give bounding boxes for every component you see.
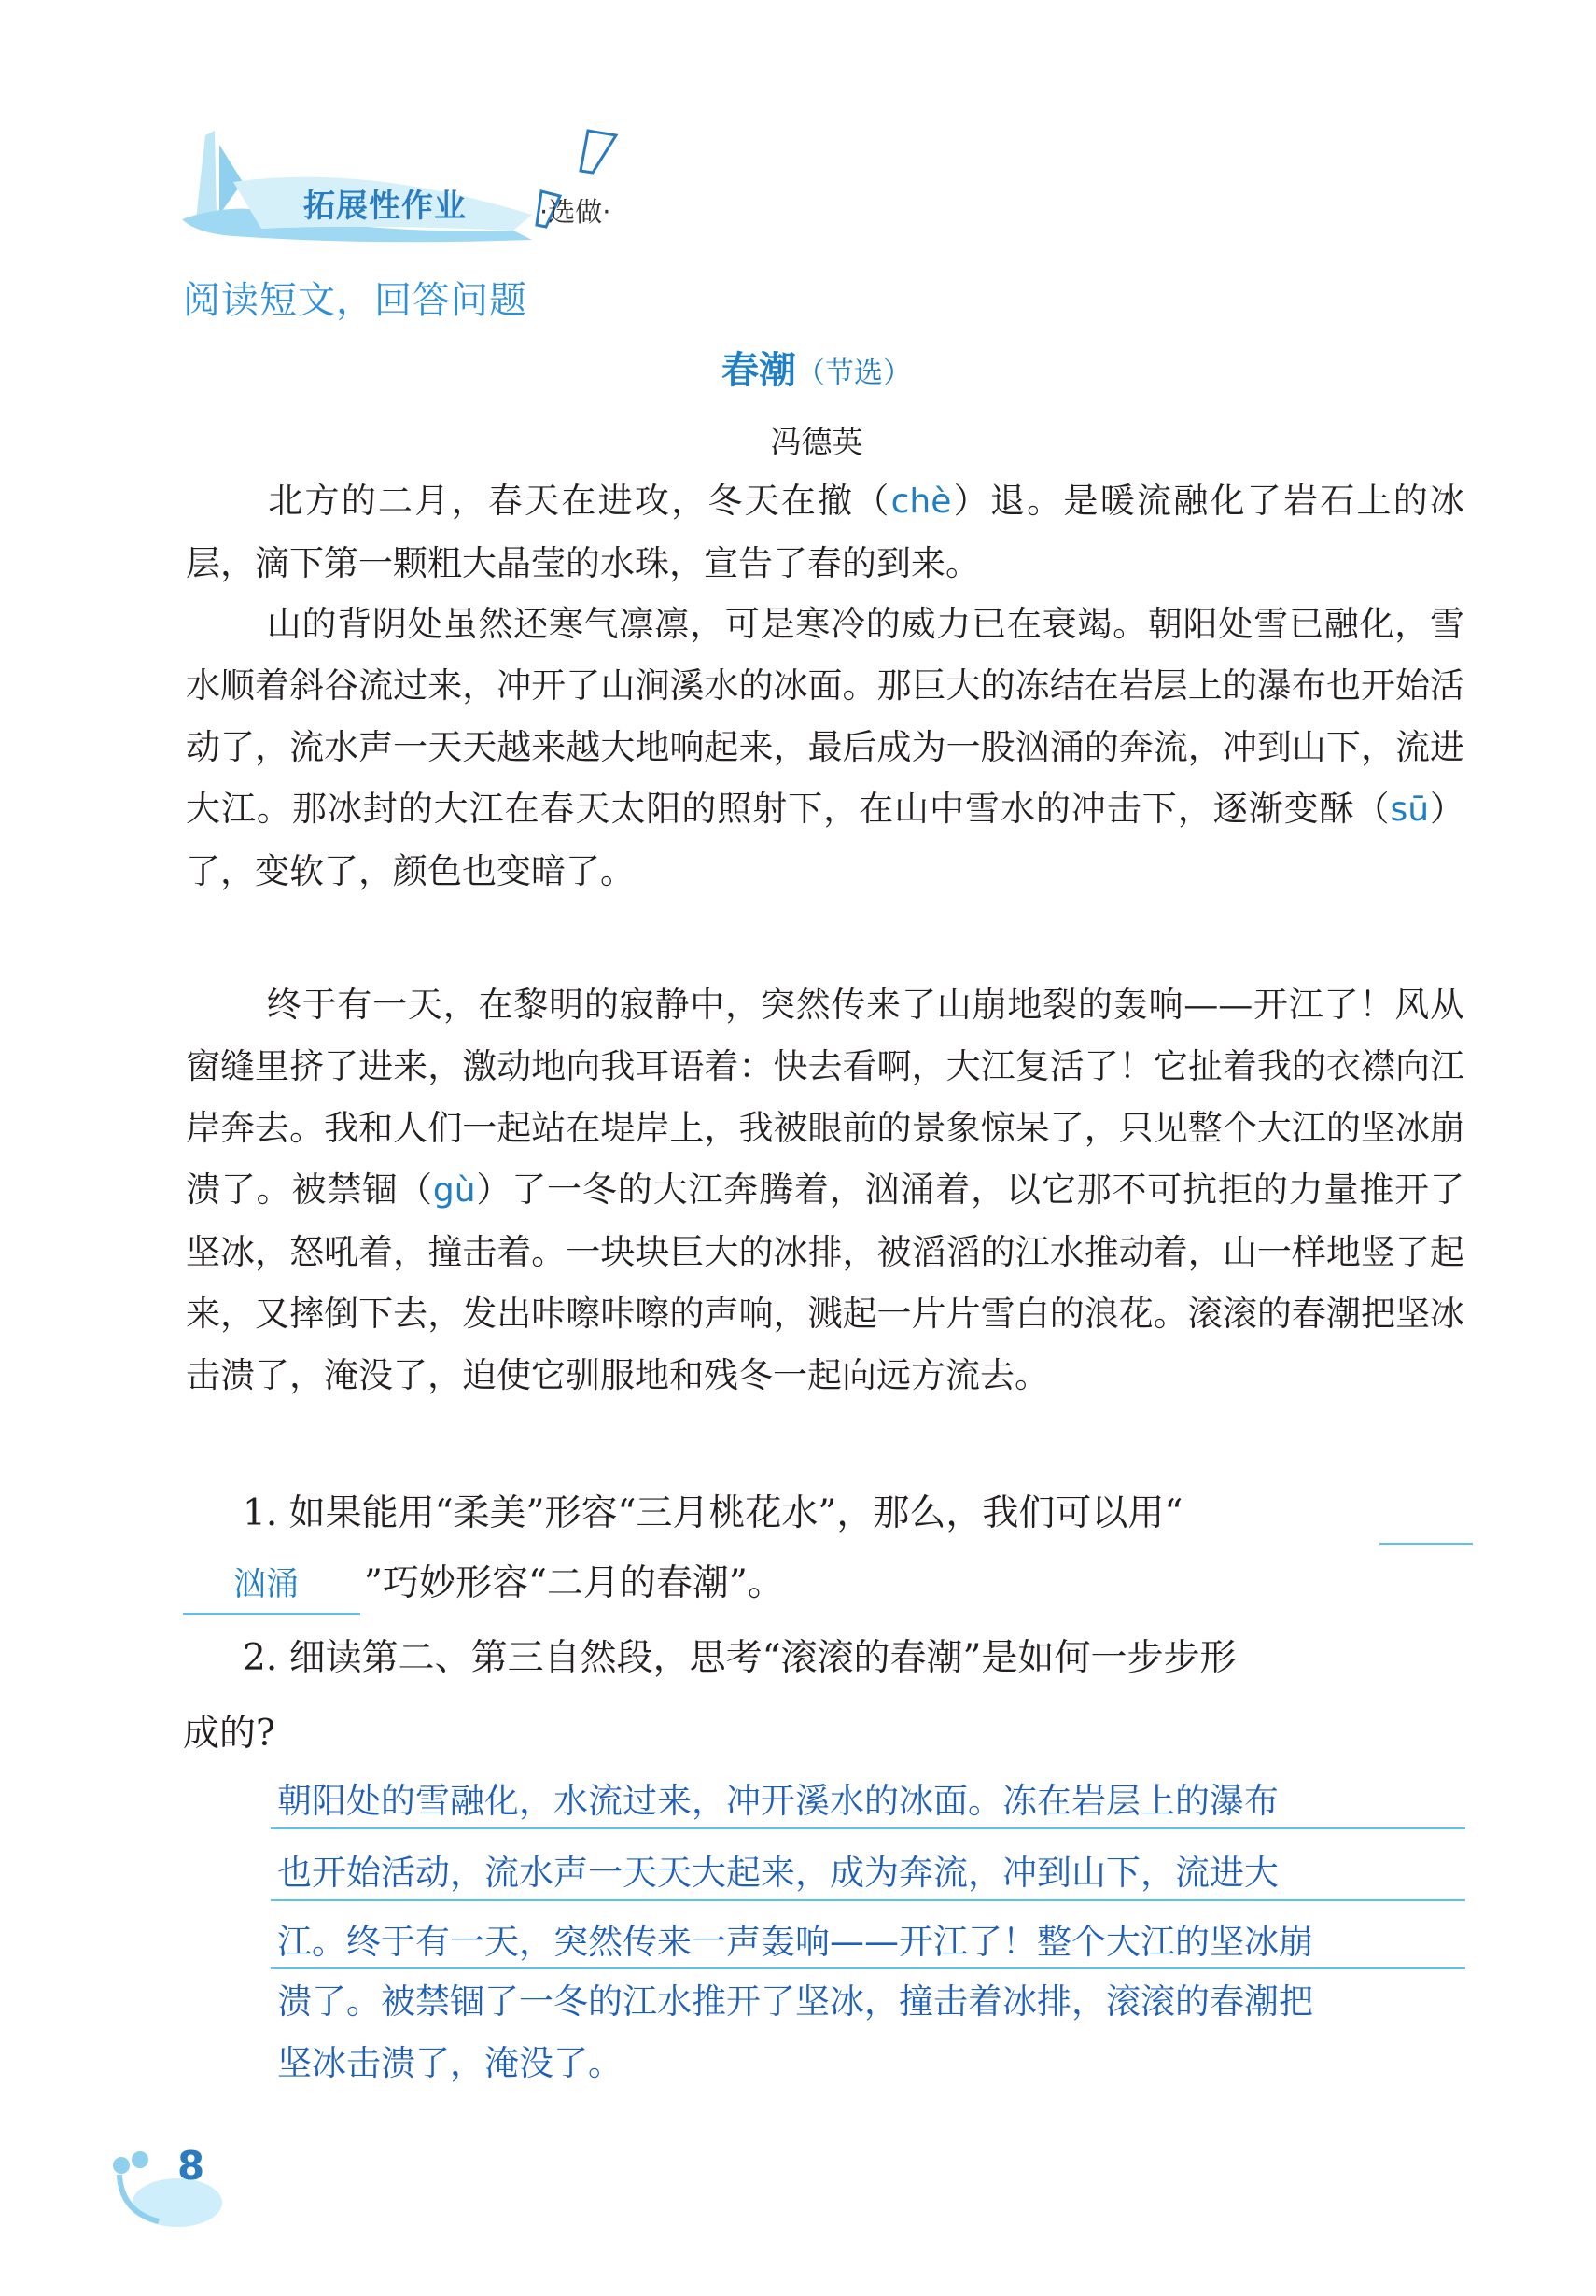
question-2-line-2: 成的?	[183, 1713, 275, 1755]
question-2-answer-line: 也开始活动，流水声一天天大起来，成为奔流，冲到山下，流进大	[277, 1853, 1279, 1893]
page-number: 8	[177, 2143, 205, 2189]
section-heading: 阅读短文，回答问题	[183, 279, 527, 322]
banner-tag: ·选做·	[539, 196, 611, 228]
pinyin-annotation: chè	[890, 483, 952, 521]
paragraph-3	[186, 974, 1464, 1407]
banner-title: 拓展性作业	[303, 188, 467, 225]
answer-underline	[271, 1899, 1465, 1901]
answer-underline	[1379, 1543, 1473, 1545]
question-2-line-1: 2. 细读第二、第三自然段，思考“滚滚的春潮”是如何一步步形	[243, 1637, 1237, 1679]
question-2-answer-line: 坚冰击溃了，淹没了。	[277, 2043, 623, 2083]
question-1-line-2: ”巧妙形容“二月的春潮”。	[364, 1562, 784, 1604]
pinyin-annotation: gù	[432, 1171, 476, 1210]
paragraph-1	[186, 470, 1464, 595]
question-1-answer: 汹涌	[233, 1566, 300, 1603]
answer-underline	[271, 1827, 1465, 1829]
article-title-text: 春潮	[721, 348, 796, 392]
paragraph-3-text-a: 终于有一天，在黎明的寂静中，突然传来了山崩地裂的轰响——开江了！风从窗缝里挤了进来，激动地向我耳语着：快去看啊，大江复活了！它扯着我的衣襟向江岸奔去。我和人们一起站在堤岸上，我被眼前的景象惊呆了，只见整个大江的坚冰崩溃了。被禁锢（	[186, 985, 1464, 1210]
article-author: 冯德英	[770, 424, 863, 460]
question-2-answer-line: 朝阳处的雪融化，水流过来，冲开溪水的冰面。冻在岩层上的瀑布	[277, 1781, 1279, 1821]
paragraph-3-text-b: ）了一冬的大江奔腾着，汹涌着，以它那不可抗拒的力量推开了坚冰，怒吼着，撞击着。一块块巨大的冰排，被滔滔的江水推动着，山一样地竖了起来，又摔倒下去，发出咔嚓咔嚓的声响，溅起一片片雪白的浪花。滚滚的春潮把坚冰击溃了，淹没了，迫使它驯服地和残冬一起向远方流去。	[186, 1169, 1465, 1395]
pinyin-annotation: sū	[1390, 791, 1430, 829]
question-2-answer-line: 溃了。被禁锢了一冬的江水推开了坚冰，撞击着冰排，滚滚的春潮把	[277, 1981, 1313, 2022]
article-title	[0, 341, 1596, 394]
paragraph-2-text-a: 山的背阴处虽然还寒气凛凛，可是寒冷的威力已在衰竭。朝阳处雪已融化，雪水顺着斜谷流过来，冲开了山涧溪水的冰面。那巨大的冻结在岩层上的瀑布也开始活动了，流水声一天天越来越大地响起来，最后成为一股汹涌的奔流，冲到山下，流进大江。那冰封的大江在春天太阳的照射下，在山中雪水的冲击下，逐渐变酥（	[186, 604, 1464, 829]
article-title-note: （节选）	[796, 357, 912, 390]
paragraph-2	[186, 594, 1464, 903]
answer-underline	[271, 1967, 1465, 1969]
paragraph-1-text-a: 北方的二月，春天在进攻，冬天在撤（	[266, 481, 891, 521]
paragraph-2-text-b: ）了，变软了，颜色也变暗了。	[186, 789, 1465, 891]
answer-underline	[183, 1613, 360, 1615]
paragraph-1-text-b: ）退。是暖流融化了岩石上的冰层，滴下第一颗粗大晶莹的水珠，宣告了春的到来。	[186, 481, 1465, 583]
question-2-answer-line: 江。终于有一天，突然传来一声轰响——开江了！整个大江的坚冰崩	[277, 1922, 1313, 1962]
question-1-line-1: 1. 如果能用“柔美”形容“三月桃花水”，那么，我们可以用“	[243, 1492, 1183, 1534]
snail-icon	[103, 2147, 224, 2231]
